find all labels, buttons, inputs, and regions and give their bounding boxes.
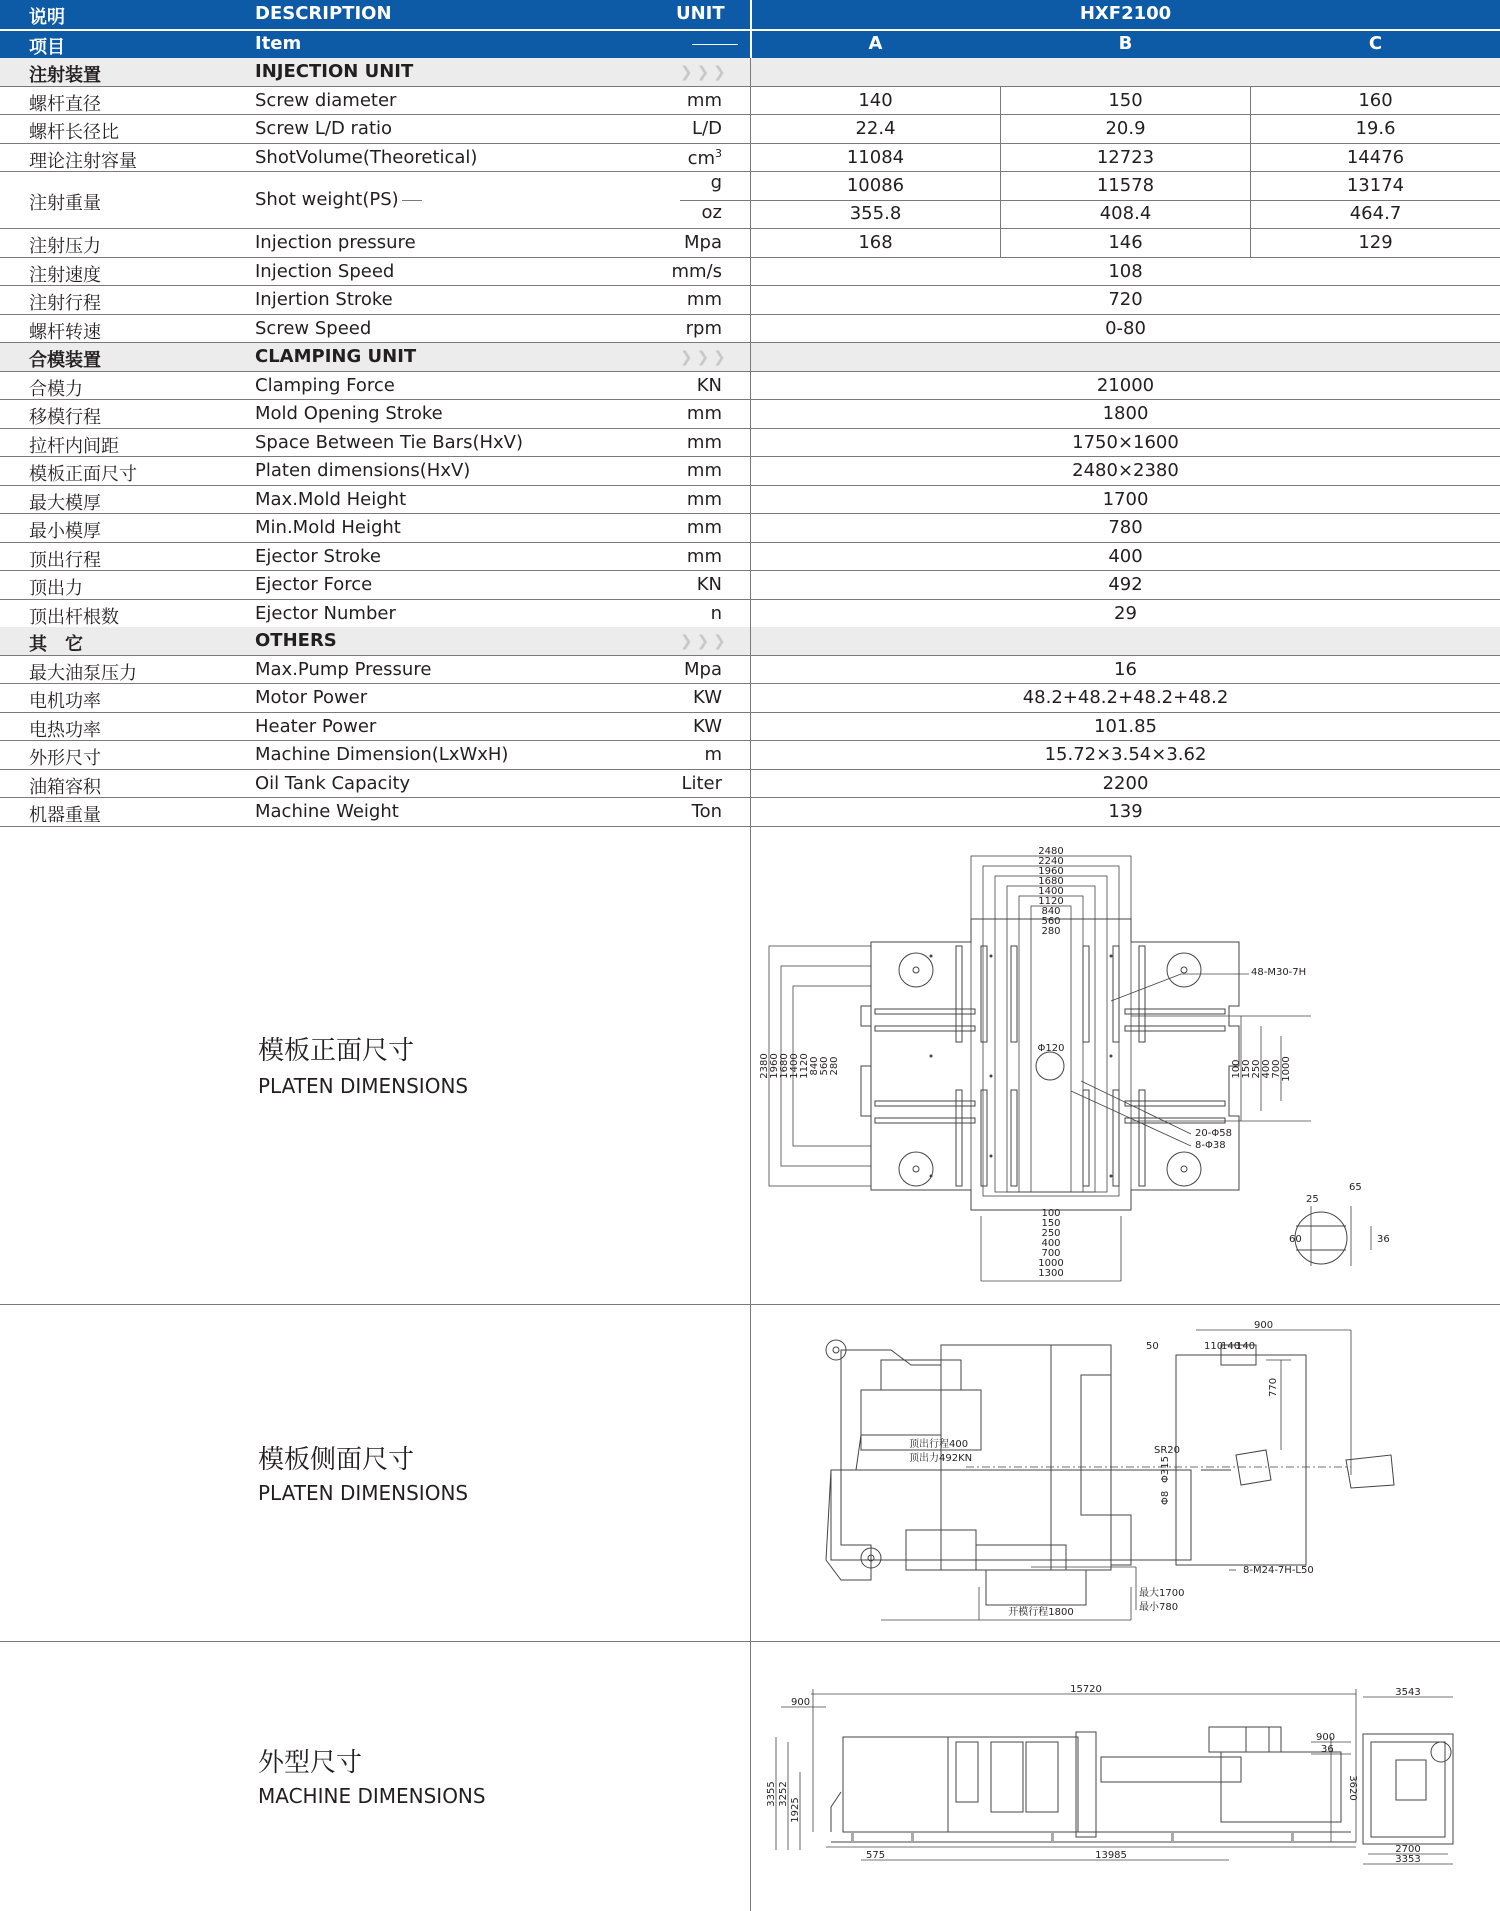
row-unit: mm [686,431,722,453]
note-min-mold: 最小780 [1139,1602,1179,1613]
row-unit: mm [686,517,722,538]
row-unit: mm [686,289,722,310]
row-value: 1800 [1102,403,1149,424]
row-unit: Ton [691,801,722,822]
row-en: Clamping Force [255,374,395,396]
row-injection-speed [0,258,1500,287]
note-thread: 8-M24-7H-L50 [1243,1565,1314,1576]
row-unit: KW [693,715,722,737]
column-divider [1000,144,1001,172]
row-value: 108 [1108,260,1143,282]
leader-line [402,200,422,201]
dimension-label: 1960 [1038,866,1064,877]
section-injection-unit [0,58,1500,87]
platen-side-drawing [751,1305,1500,1641]
note-d36: 36 [1377,1234,1390,1245]
dimension-label: 840 [809,1056,820,1076]
column-divider [750,258,751,286]
row-cn: 注射行程 [29,293,101,314]
row-en: Screw diameter [255,89,397,111]
column-divider [750,486,751,514]
value-c: 160 [1358,89,1393,111]
dimension-label: 1120 [799,1053,810,1079]
value-a: 168 [858,232,893,253]
column-divider [750,58,751,86]
row-en: ShotVolume(Theoretical) [255,146,478,168]
table-row [0,457,1500,486]
header-divider [750,0,752,58]
dimension-label: 1400 [789,1053,800,1079]
section-en: INJECTION UNIT [255,61,414,82]
column-divider [1250,172,1251,228]
row-injection-stroke [0,286,1500,315]
row-cn: 合模力 [29,378,83,400]
row-cn: 移模行程 [29,407,101,428]
row-unit: n [710,602,722,624]
platen-front-drawing [751,826,1500,1304]
column-divider [750,144,751,172]
value-a-oz: 355.8 [849,203,902,224]
dimension-label: 1960 [769,1053,780,1079]
row-en: Min.Mold Height [255,517,401,538]
note-ejector-stroke: 顶出行程400 [909,1439,969,1450]
row-unit: mm [686,403,722,424]
panel-title-en: PLATEN DIMENSIONS [258,1074,469,1098]
header-col-b: B [1118,33,1133,54]
table-row [0,400,1500,429]
row-unit: KN [696,374,722,396]
dimension-label: 100 [1231,1059,1242,1079]
row-cn: 最大模厚 [29,492,101,514]
row-value: 780 [1108,517,1143,538]
row-en: Injection Speed [255,260,395,282]
row-screw-speed [0,315,1500,344]
section-en: OTHERS [255,630,337,651]
column-divider [750,713,751,741]
column-divider [750,286,751,314]
value-b: 150 [1108,89,1143,111]
row-en: Oil Tank Capacity [255,772,411,794]
note-d2700: 2700 [1395,1844,1421,1855]
row-en: Shot weight(PS) [255,189,399,210]
value-c: 19.6 [1355,118,1396,139]
dimension-label: 1000 [1281,1056,1292,1082]
row-en: Screw Speed [255,317,372,339]
table-row [0,514,1500,543]
row-unit: Mpa [684,658,722,680]
row-unit: m [704,744,722,765]
note-d3252: 3252 [778,1781,789,1807]
row-unit: mm [686,545,722,567]
note-holes-1: 20-Φ58 [1195,1128,1232,1139]
row-value: 101.85 [1094,715,1157,737]
column-divider [750,229,751,257]
row-unit-oz: oz [701,202,722,223]
note-d3543: 3543 [1395,1687,1421,1698]
row-shot-volume [0,144,1500,173]
table-row [0,543,1500,572]
note-ejector-force: 顶出力492KN [909,1453,973,1464]
table-row [0,684,1500,713]
section-clamping-unit [0,343,1500,372]
note-d3620: 3620 [1347,1775,1358,1801]
table-row [0,600,1500,629]
column-divider [1000,229,1001,257]
note-thread: 48-M30-7H [1251,967,1307,978]
note-length: 15720 [1070,1684,1102,1695]
column-divider [750,172,751,228]
row-value: 1700 [1102,488,1149,510]
column-divider [750,457,751,485]
row-cn: 注射重量 [29,193,101,214]
column-divider [750,600,751,628]
column-divider [750,684,751,712]
row-value: 1750×1600 [1072,431,1179,453]
note-d60: 60 [1289,1234,1302,1245]
value-a: 11084 [846,146,905,168]
header-col-a: A [868,33,883,54]
row-divider [750,200,1500,201]
note-d3353: 3353 [1395,1854,1421,1865]
section-arrows-icon: ❯❯❯ [680,632,730,650]
note-open-stroke: 开模行程1800 [1008,1607,1074,1618]
column-divider [1250,229,1251,257]
note-center: Φ120 [1037,1043,1065,1054]
value-b: 146 [1108,232,1143,253]
row-en: Ejector Stroke [255,545,381,567]
panel-title-en: PLATEN DIMENSIONS [258,1481,469,1505]
row-screw-diameter [0,87,1500,116]
row-en: Injection pressure [255,232,416,253]
row-cn: 理论注射容量 [29,150,137,172]
row-cn: 注射速度 [29,264,101,286]
dimension-label: 2480 [1038,846,1064,857]
row-value: 2480×2380 [1072,460,1179,481]
dimension-label: 560 [1041,916,1061,927]
column-divider [750,343,751,371]
note-d110: 110 [1204,1341,1224,1352]
dimension-label: 1400 [1038,886,1064,897]
value-b: 12723 [1096,146,1155,168]
value-b: 20.9 [1105,118,1146,139]
section-others [0,627,1500,656]
row-unit: Liter [681,772,722,794]
note-d900b: 900 [1316,1732,1336,1743]
row-unit: mm [686,460,722,481]
column-divider [1250,144,1251,172]
row-value: 29 [1114,602,1137,624]
column-divider [750,656,751,684]
column-divider [1000,87,1001,115]
table-row [0,372,1500,401]
section-en: CLAMPING UNIT [255,346,417,367]
row-value: 15.72×3.54×3.62 [1044,744,1207,765]
row-en: Platen dimensions(HxV) [255,460,471,481]
header-model-name: HXF2100 [1079,3,1172,24]
note-max-mold: 最大1700 [1139,1588,1185,1599]
dimension-label: 280 [829,1056,840,1076]
row-cn: 最小模厚 [29,521,101,542]
row-en: Ejector Force [255,574,373,595]
table-row [0,656,1500,685]
section-arrows-icon: ❯❯❯ [680,63,730,81]
column-divider [750,315,751,343]
column-divider [750,372,751,400]
row-en: Ejector Number [255,602,396,624]
header-col-c: C [1368,33,1383,54]
note-d8: Φ8 [1160,1490,1171,1505]
value-c-oz: 464.7 [1349,203,1402,224]
row-cn: 顶出行程 [29,549,101,571]
table-row [0,571,1500,600]
row-shot-weight [0,172,1500,229]
dimension-label: 150 [1041,1218,1061,1229]
table-row [0,713,1500,742]
value-a: 140 [858,89,893,111]
dimension-label: 700 [1041,1248,1061,1259]
panel-title-en: MACHINE DIMENSIONS [258,1784,486,1808]
note-d900a: 900 [791,1697,811,1708]
panel-platen-side [0,1305,1500,1642]
note-d1925: 1925 [790,1797,801,1823]
dimension-label: 1300 [1038,1268,1064,1279]
row-en: Heater Power [255,715,377,737]
row-en: Space Between Tie Bars(HxV) [255,431,523,453]
dimension-label: 1120 [1038,896,1064,907]
header-unit-label: UNIT [676,3,725,24]
column-divider [1250,115,1251,143]
value-c: 14476 [1346,146,1405,168]
dimension-label: 100 [1041,1208,1061,1219]
header-item-cn: 项目 [29,37,65,58]
header-cn-label: 说明 [29,7,65,28]
note-holes-2: 8-Φ38 [1195,1140,1226,1151]
column-divider [750,741,751,769]
row-unit: L/D [692,118,722,139]
row-value: 2200 [1102,772,1149,794]
row-en: Injertion Stroke [255,289,393,310]
value-b-g: 11578 [1096,175,1155,196]
row-cn: 顶出力 [29,578,83,599]
row-en: Screw L/D ratio [255,118,393,139]
dimension-label: 1680 [1038,876,1064,887]
dimension-label: 1000 [1038,1258,1064,1269]
row-en: Machine Dimension(LxWxH) [255,744,509,765]
dimension-label: 1680 [779,1053,790,1079]
column-divider [750,429,751,457]
column-divider [750,400,751,428]
note-d900: 900 [1254,1320,1274,1331]
row-value: 139 [1108,801,1143,822]
row-en: Max.Mold Height [255,488,407,510]
row-value: 720 [1108,289,1143,310]
header-item-en: Item [255,33,302,54]
dimension-label: 2240 [1038,856,1064,867]
column-divider [750,798,751,826]
value-c-g: 13174 [1346,175,1405,196]
row-injection-pressure [0,229,1500,258]
row-unit-g: g [710,172,722,193]
row-value: 48.2+48.2+48.2+48.2 [1022,687,1229,708]
column-divider [750,115,751,143]
row-cn: 顶出杆根数 [29,606,119,628]
column-divider [750,543,751,571]
note-d50: 50 [1146,1341,1159,1352]
note-d25: 25 [1306,1194,1319,1205]
dimension-label: 2380 [759,1053,770,1079]
dimension-label: 250 [1251,1059,1262,1079]
panel-machine [0,1642,1500,1911]
header-en-label: DESCRIPTION [255,3,392,24]
row-value: 400 [1108,545,1143,567]
note-d36: 36 [1321,1744,1334,1755]
row-screw-ld-ratio [0,115,1500,144]
dimension-label: 280 [1041,926,1061,937]
value-a: 22.4 [855,118,896,139]
column-divider [750,770,751,798]
machine-drawing [751,1642,1500,1911]
dimension-label: 400 [1261,1059,1272,1079]
row-cn: 最大油泵压力 [29,662,137,684]
row-value: 492 [1108,574,1143,595]
table-row [0,770,1500,799]
panel-title-cn: 模板正面尺寸 [258,1036,415,1066]
row-unit: mm/s [671,260,722,282]
row-cn: 模板正面尺寸 [29,464,137,485]
row-cn: 电热功率 [29,719,101,741]
column-divider [1250,87,1251,115]
row-cn: 螺杆直径 [29,93,101,115]
note-d140b: 140 [1236,1341,1256,1352]
dimension-label: 150 [1241,1059,1252,1079]
row-unit: rpm [685,317,722,339]
row-en: Motor Power [255,687,368,708]
note-d770: 770 [1268,1377,1279,1397]
column-divider [1000,172,1001,228]
row-unit: mm [686,89,722,111]
row-cn: 电机功率 [29,691,101,712]
row-cn: 机器重量 [29,805,101,826]
row-cn: 螺杆长径比 [29,122,119,143]
row-value: 21000 [1096,374,1155,396]
section-cn: 其 它 [29,634,83,655]
note-d315: Φ315 [1160,1456,1171,1483]
dimension-label: 840 [1041,906,1061,917]
row-value: 0-80 [1105,317,1146,339]
note-d3355: 3355 [766,1781,777,1807]
row-cn: 拉杆内间距 [29,435,119,457]
section-arrows-icon: ❯❯❯ [680,348,730,366]
dimension-label: 560 [819,1056,830,1076]
panel-title-cn: 模板侧面尺寸 [258,1445,415,1475]
section-cn: 注射装置 [29,65,101,86]
table-row [0,798,1500,827]
row-cn: 油箱容积 [29,776,101,798]
note-sr20: SR20 [1154,1445,1181,1456]
row-unit: mm [686,488,722,510]
row-en: Machine Weight [255,801,399,822]
row-en: Mold Opening Stroke [255,403,443,424]
note-d575: 575 [866,1850,886,1861]
value-b-oz: 408.4 [1099,203,1152,224]
row-unit: KW [693,687,722,708]
row-cn: 外形尺寸 [29,748,101,769]
note-d140a: 140 [1221,1341,1241,1352]
row-cn: 注射压力 [29,236,101,257]
column-divider [1000,115,1001,143]
section-cn: 合模装置 [29,350,101,371]
dimension-label: 250 [1041,1228,1061,1239]
column-divider [750,571,751,599]
value-a-g: 10086 [846,175,905,196]
column-divider [750,627,751,655]
row-en: Max.Pump Pressure [255,658,432,680]
table-row [0,486,1500,515]
row-cn: 螺杆转速 [29,321,101,343]
column-divider [750,514,751,542]
panel-title-cn: 外型尺寸 [258,1748,363,1778]
unit-divider [680,200,750,201]
panel-platen-front [0,826,1500,1305]
row-unit: KN [696,574,722,595]
row-unit: Mpa [684,232,722,253]
row-value: 16 [1114,658,1137,680]
value-c: 129 [1358,232,1393,253]
table-row [0,741,1500,770]
table-row [0,429,1500,458]
dimension-label: 700 [1271,1059,1282,1079]
note-d13985: 13985 [1095,1850,1127,1861]
header-unit-dash [692,44,738,45]
dimension-label: 400 [1041,1238,1061,1249]
row-unit: $cm^3$ [687,146,722,169]
note-d65: 65 [1349,1182,1362,1193]
column-divider [750,87,751,115]
